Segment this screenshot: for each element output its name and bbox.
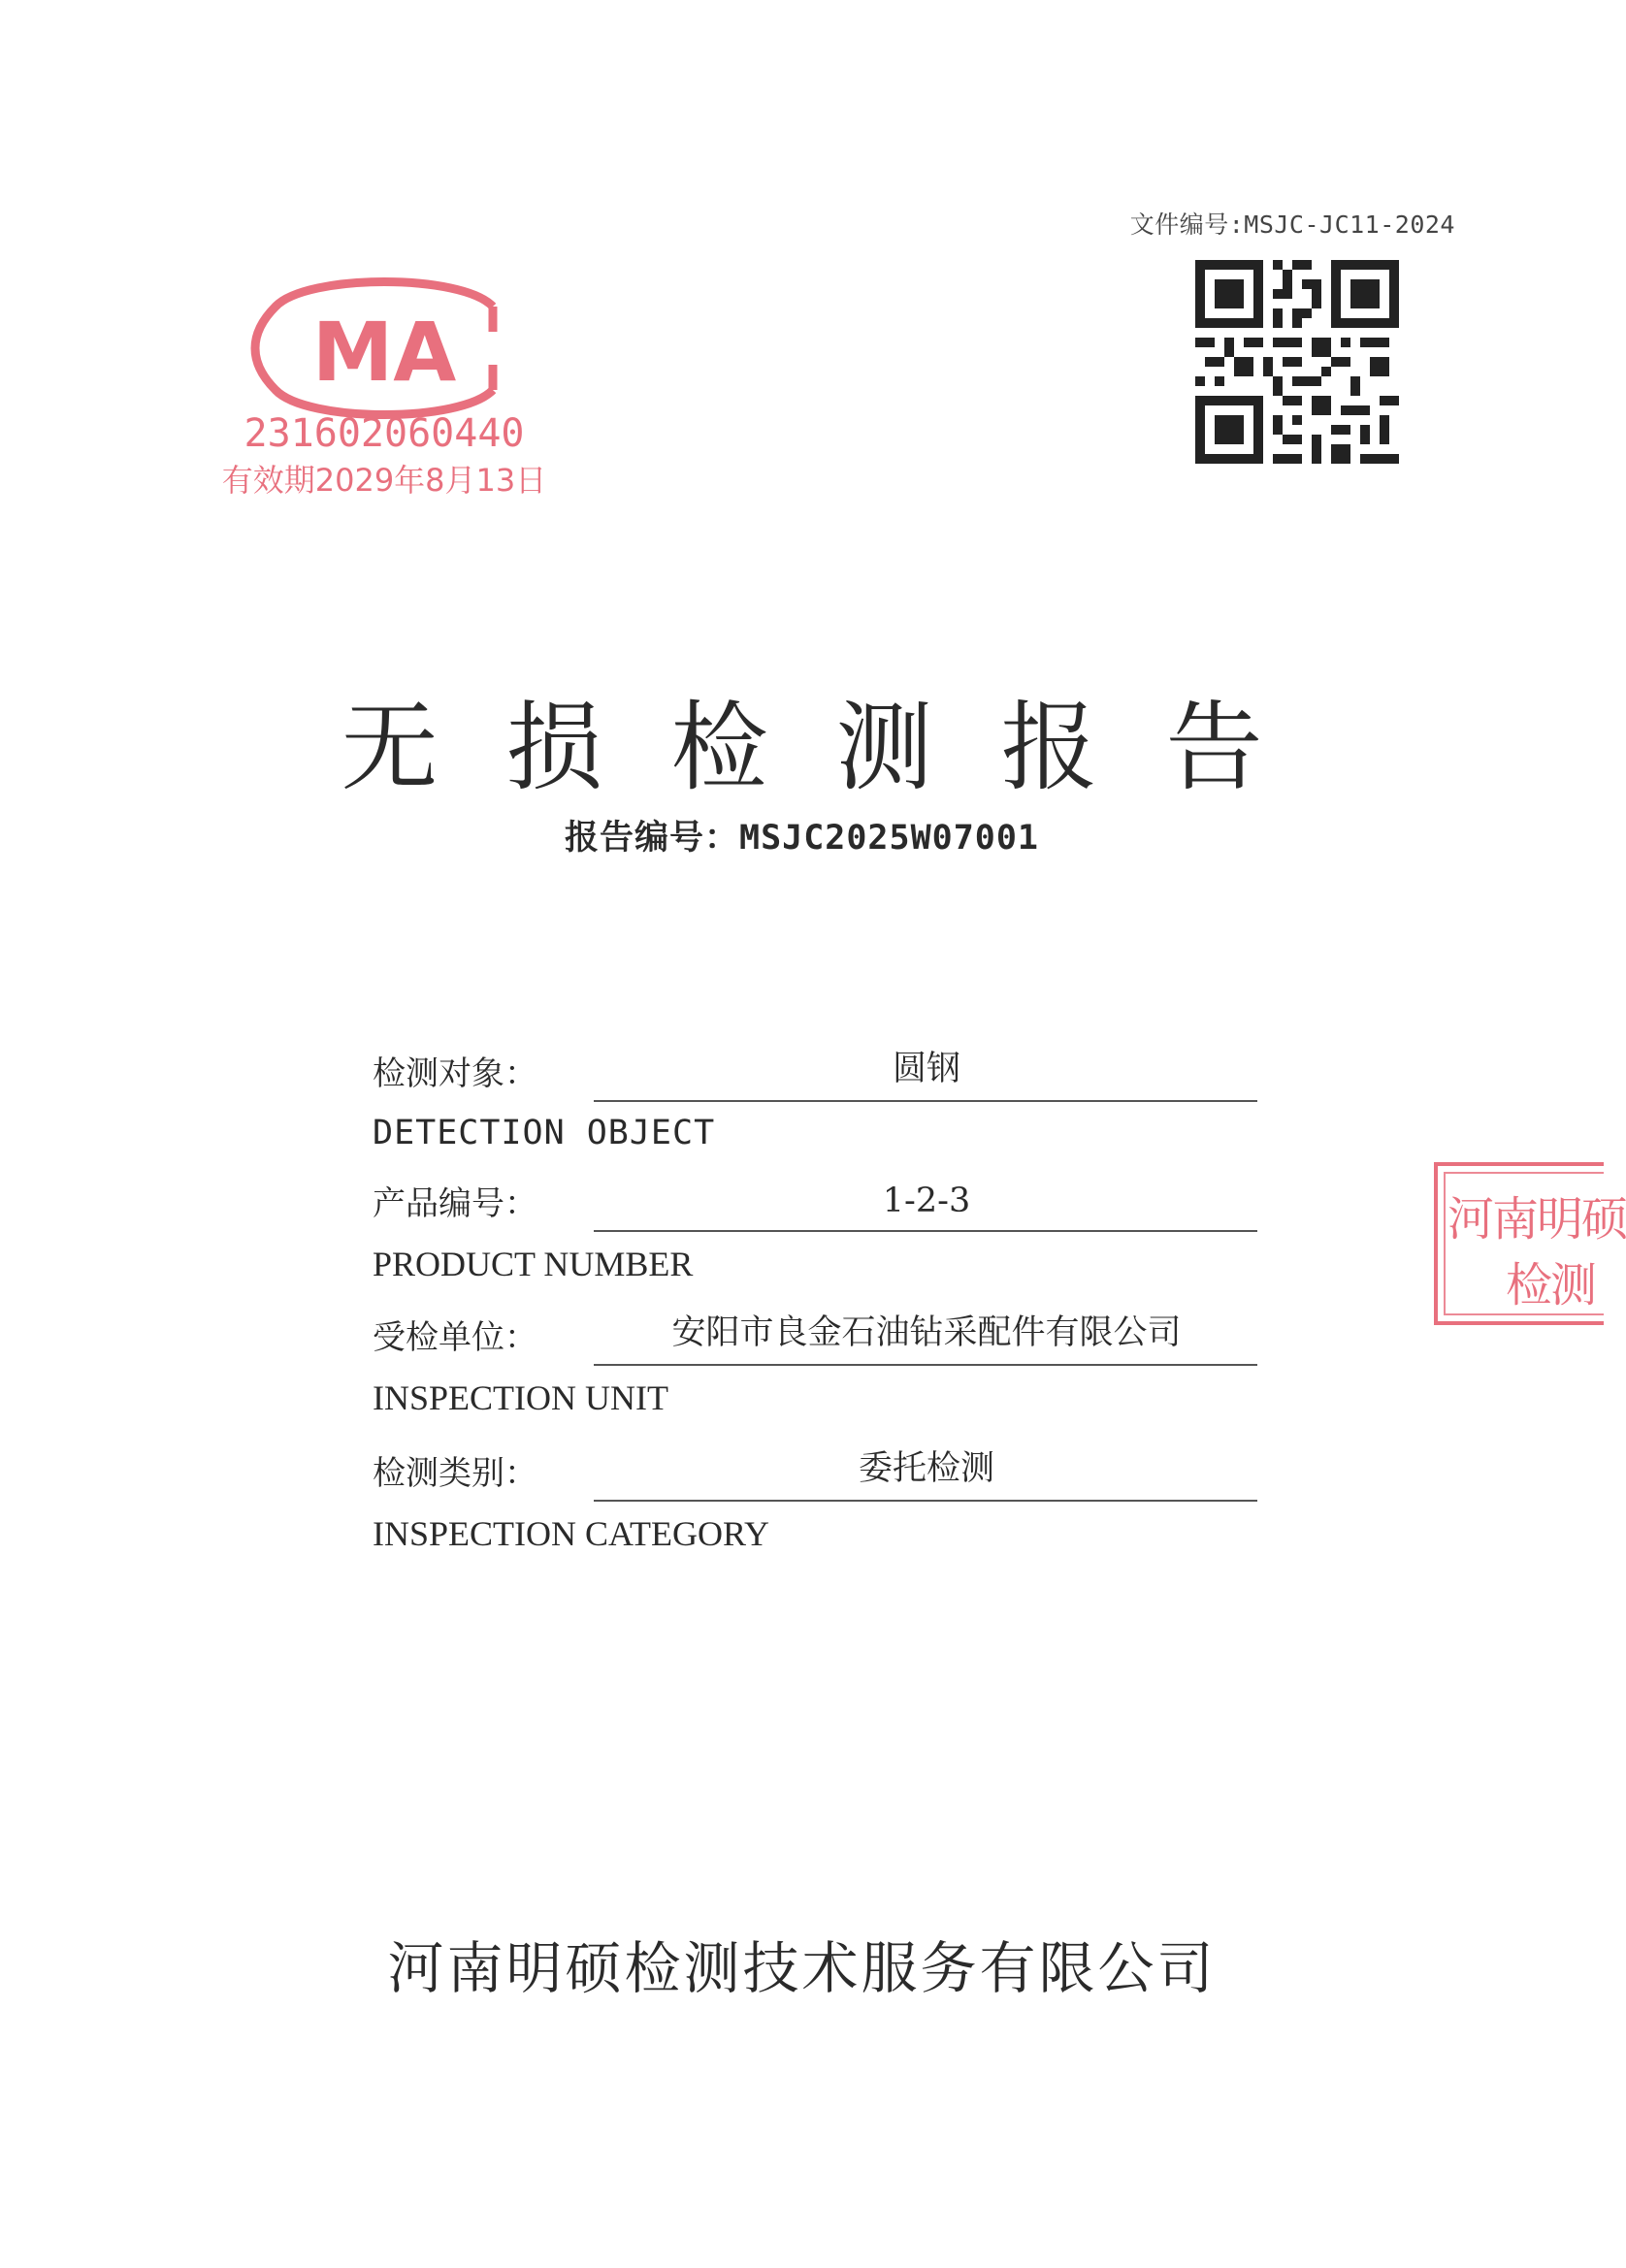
cma-seal <box>219 262 549 504</box>
field-value: 1-2-3 <box>882 1182 971 1220</box>
field-label-cn: 检测对象： <box>373 1054 537 1093</box>
field-underline <box>594 1500 1257 1502</box>
field-underline <box>594 1100 1257 1102</box>
report-number-value: MSJC2025W07001 <box>739 819 1040 858</box>
file-number: 文件编号:MSJC-JC11-2024 <box>1129 211 1455 239</box>
field-label-en: DETECTION OBJECT <box>373 1114 716 1152</box>
stamp-text-line1: 河南明硕 <box>1447 1192 1626 1247</box>
field-value: 委托检测 <box>858 1449 994 1488</box>
field-label-cn: 产品编号： <box>373 1184 537 1223</box>
field-detection-object <box>373 1046 1257 1152</box>
seal-valid-until: 有效期2029年8月13日 <box>221 462 547 499</box>
company-side-stamp <box>1434 1162 1626 1325</box>
field-label-en: INSPECTION UNIT <box>373 1378 668 1417</box>
field-product-number <box>373 1176 1257 1284</box>
field-value: 安阳市良金石油钻采配件有限公司 <box>671 1313 1182 1352</box>
field-underline <box>594 1230 1257 1232</box>
company-name: 河南明硕检测技术服务有限公司 <box>387 1935 1217 2001</box>
field-underline <box>594 1364 1257 1366</box>
qr-code-icon <box>1195 260 1399 464</box>
report-number-label: 报告编号： <box>564 819 739 858</box>
field-label-en: PRODUCT NUMBER <box>373 1245 694 1283</box>
field-inspection-category <box>373 1445 1257 1554</box>
field-inspection-unit <box>373 1310 1257 1418</box>
field-label-en: INSPECTION CATEGORY <box>373 1514 770 1553</box>
stamp-text-line2: 检测 <box>1506 1258 1596 1312</box>
document-title: 无损检测报告 <box>341 691 1331 804</box>
field-value: 圆钢 <box>892 1050 960 1088</box>
field-label-cn: 受检单位： <box>373 1318 537 1357</box>
report-number <box>0 811 1604 859</box>
seal-cert-number: 231602060440 <box>244 411 525 456</box>
seal-logo-text: MA <box>311 305 457 400</box>
field-label-cn: 检测类别： <box>373 1454 537 1493</box>
